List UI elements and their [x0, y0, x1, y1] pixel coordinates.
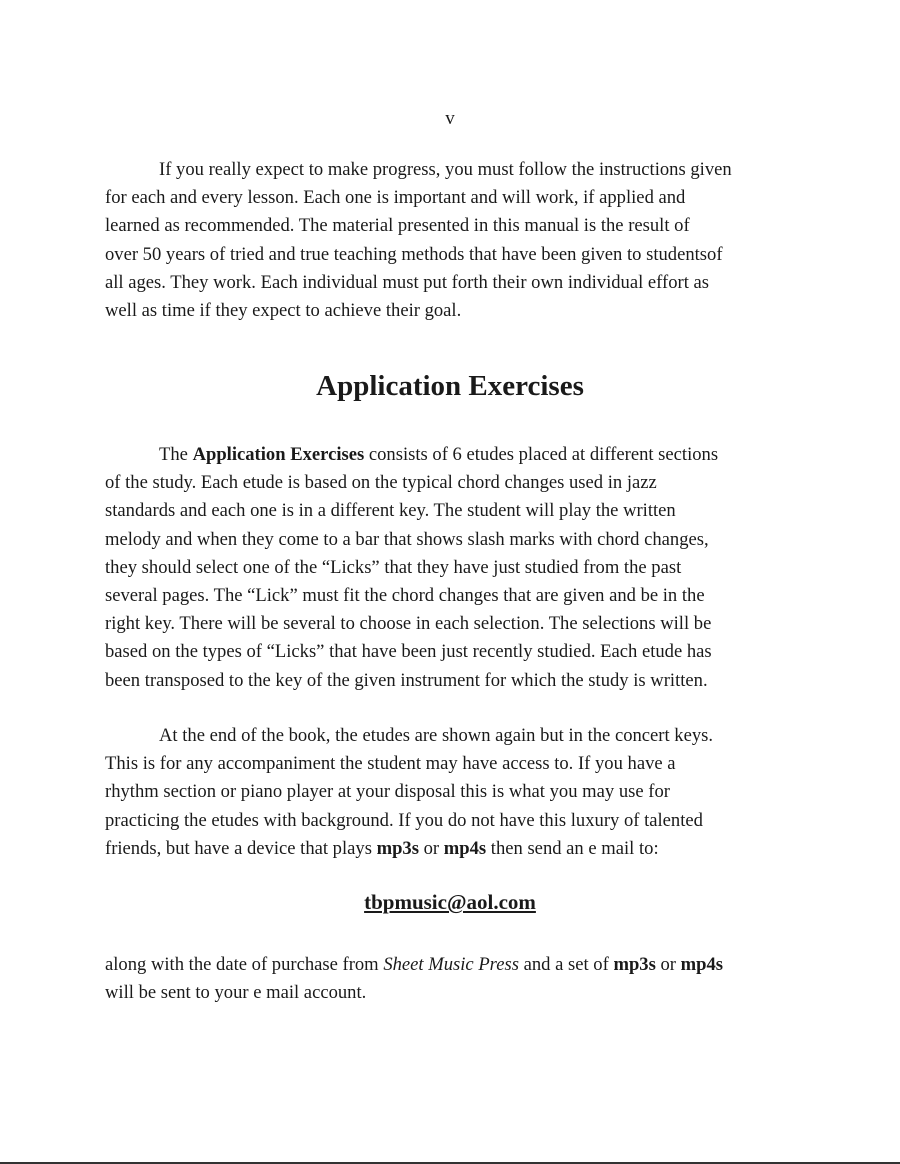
intro-line: well as time if they expect to achieve their goal. — [105, 300, 462, 322]
application-line: based on the types of “Licks” that have been just recently studied. Each etude has — [105, 641, 712, 663]
application-line: melody and when they come to a bar that shows slash marks with chord changes, — [105, 528, 709, 550]
intro-line: all ages. They work. Each individual must put forth their own individual effort as — [105, 271, 709, 293]
application-line: of the study. Each etude is based on the typical chord changes used in jazz — [105, 472, 657, 494]
concert-line: At the end of the book, the etudes are shown again but in the concert keys. — [159, 725, 714, 746]
application-line: they should select one of the “Licks” that they have just studied from the past — [105, 556, 682, 578]
application-line: been transposed to the key of the given instrument for which the study is written. — [105, 669, 708, 691]
mp4s-bold: mp4s — [443, 837, 487, 859]
concert-line: practicing the etudes with background. If you do not have this luxury of talented — [105, 809, 703, 831]
application-paragraph — [105, 441, 805, 695]
concert-line: friends, but have a device that plays mp3s or mp4s then send an e mail to: — [105, 837, 659, 859]
mp3s-bold: mp3s — [613, 954, 656, 975]
intro-line: If you really expect to make progress, you must follow the instructions given — [159, 159, 732, 180]
email-link[interactable]: tbpmusic@aol.com — [364, 890, 536, 914]
closing-paragraph — [105, 951, 805, 1007]
page-number: v — [445, 108, 455, 129]
closing-line: will be sent to your e mail account. — [105, 982, 367, 1004]
intro-line: learned as recommended. The material presented in this manual is the result of — [105, 215, 690, 237]
concert-line: rhythm section or piano player at your disposal this is what you may use for — [105, 781, 670, 803]
intro-paragraph — [105, 156, 805, 325]
publisher-italic: Sheet Music Press — [383, 954, 519, 975]
mp4s-bold: mp4s — [680, 954, 723, 975]
intro-line: over 50 years of tried and true teaching methods that have been given to studentsof — [105, 243, 723, 265]
application-line: right key. There will be several to choose in each selection. The selections will be — [105, 613, 712, 635]
application-line: standards and each one is in a different key. The student will play the written — [105, 500, 676, 522]
application-line: several pages. The “Lick” must fit the chord changes that are given and be in the — [105, 585, 705, 607]
concert-paragraph — [105, 722, 805, 863]
closing-line: along with the date of purchase from Sheet Music Press and a set of mp3s or mp4s — [105, 954, 723, 975]
concert-line: This is for any accompaniment the student may have access to. If you have a — [105, 753, 676, 775]
application-line: The Application Exercises consists of 6 etudes placed at different sections — [159, 444, 719, 465]
section-heading: Application Exercises — [316, 370, 584, 402]
application-exercises-bold: Application Exercises — [192, 444, 365, 465]
intro-line: for each and every lesson. Each one is important and will work, if applied and — [105, 187, 686, 209]
mp3s-bold: mp3s — [376, 837, 419, 859]
